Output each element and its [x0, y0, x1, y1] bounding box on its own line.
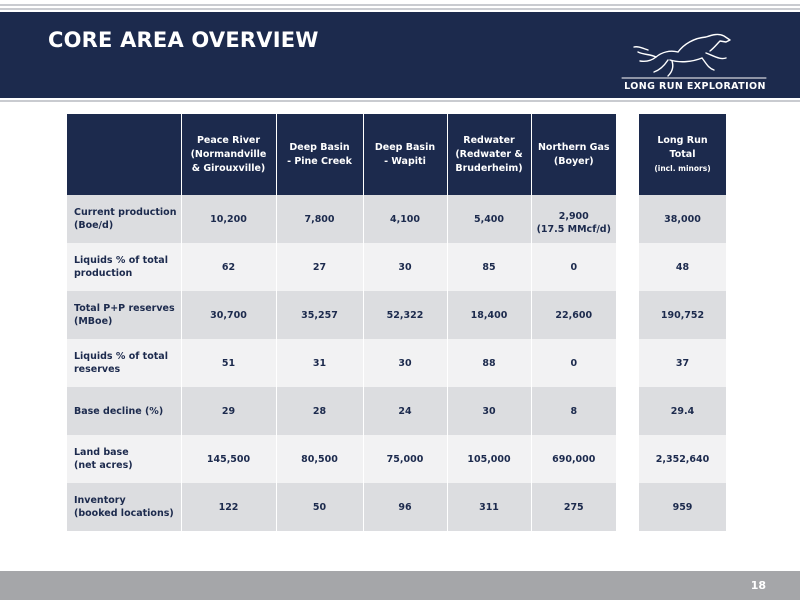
- table-cell: 75,000: [363, 435, 447, 483]
- company-logo: [620, 30, 770, 98]
- table-cell: 24: [363, 387, 447, 435]
- table-cell: 10,200: [181, 195, 276, 243]
- table-cell: 51: [181, 339, 276, 387]
- footer-band: [0, 571, 800, 600]
- header-deep-basin-pine-creek: [276, 114, 363, 195]
- header-line: Total: [669, 148, 696, 160]
- table-row-liquids-reserves: [67, 339, 616, 387]
- header-line: Deep Basin: [374, 141, 436, 153]
- top-rule-1: [0, 4, 800, 6]
- header-line: Deep Basin: [289, 141, 350, 153]
- table-row: [639, 243, 726, 291]
- table-cell: 85: [447, 243, 531, 291]
- table-row-land-base: [67, 435, 616, 483]
- header-line: Peace River: [196, 134, 261, 146]
- row-label: [67, 339, 181, 387]
- header-line: (Normandville: [190, 148, 267, 160]
- table-cell: 18,400: [447, 291, 531, 339]
- row-label: [67, 435, 181, 483]
- core-area-table: [67, 114, 616, 531]
- row-label-line: production: [74, 268, 133, 279]
- table-row: [639, 339, 726, 387]
- table-cell: 30: [363, 243, 447, 291]
- header-line: - Pine Creek: [287, 155, 352, 167]
- table-cell: 80,500: [276, 435, 363, 483]
- total-cell: 29.4: [639, 387, 726, 435]
- table-cell: 88: [447, 339, 531, 387]
- row-label: [67, 243, 181, 291]
- table-row-inventory: [67, 483, 616, 531]
- header-northern-gas: [531, 114, 616, 195]
- table-row-liquids-production: [67, 243, 616, 291]
- table-row-base-decline: [67, 387, 616, 435]
- table-header-row: [67, 114, 616, 195]
- header-peace-river: [181, 114, 276, 195]
- row-label-line: (net acres): [74, 460, 133, 471]
- table-cell: 0: [531, 243, 616, 291]
- table-cell: 311: [447, 483, 531, 531]
- table-cell: 35,257: [276, 291, 363, 339]
- row-label: [67, 387, 181, 435]
- header-line: (incl. minors): [654, 163, 711, 173]
- table-cell: 30: [363, 339, 447, 387]
- header-line: Bruderheim): [455, 162, 523, 174]
- table-cell: 0: [531, 339, 616, 387]
- table-cell: 29: [181, 387, 276, 435]
- header-cell-blank: [67, 114, 181, 195]
- row-label-line: reserves: [74, 364, 121, 375]
- header-line: - Wapiti: [384, 155, 426, 167]
- row-label-line: Land base: [74, 447, 129, 458]
- header-line: (Boyer): [553, 155, 594, 167]
- table-cell: 62: [181, 243, 276, 291]
- logo-text: LONG RUN EXPLORATION: [624, 81, 766, 92]
- table-cell: 28: [276, 387, 363, 435]
- total-cell: 190,752: [639, 291, 726, 339]
- page-title: CORE AREA OVERVIEW: [48, 28, 319, 52]
- top-rule-2: [0, 8, 800, 10]
- table-cell: 30: [447, 387, 531, 435]
- table-row: [639, 483, 726, 531]
- row-label-line: Total P+P reserves: [74, 303, 175, 314]
- row-label-line: Base decline (%): [74, 405, 164, 417]
- row-label-line: (Boe/d): [74, 220, 114, 231]
- long-run-total-table: [639, 114, 726, 531]
- table-cell: 7,800: [276, 195, 363, 243]
- table-cell: 30,700: [181, 291, 276, 339]
- row-label-line: (MBoe): [74, 316, 113, 327]
- row-label: [67, 291, 181, 339]
- total-cell: 959: [639, 483, 726, 531]
- row-label: [67, 483, 181, 531]
- table-row: [639, 195, 726, 243]
- header-line: Redwater: [463, 134, 515, 146]
- table-cell: 275: [531, 483, 616, 531]
- table-row-total-reserves: [67, 291, 616, 339]
- row-label-line: Liquids % of total: [74, 255, 168, 266]
- total-cell: 37: [639, 339, 726, 387]
- total-cell: 48: [639, 243, 726, 291]
- header-line: & Girouxville): [191, 162, 266, 174]
- table-cell: 31: [276, 339, 363, 387]
- running-horse-icon: [620, 30, 770, 82]
- table-cell: 8: [531, 387, 616, 435]
- page-number: 18: [750, 579, 766, 592]
- table-row: [639, 291, 726, 339]
- table-cell: 4,100: [363, 195, 447, 243]
- header-line: (Redwater &: [455, 148, 523, 160]
- table-cell: 5,400: [447, 195, 531, 243]
- header-line: Long Run: [657, 134, 708, 146]
- header-long-run-total: [639, 114, 726, 195]
- table-header-row: [639, 114, 726, 195]
- table-cell: 105,000: [447, 435, 531, 483]
- header-band: [0, 12, 800, 98]
- row-label-line: (booked locations): [74, 508, 174, 519]
- header-redwater: [447, 114, 531, 195]
- table-row: [639, 387, 726, 435]
- table-cell: 27: [276, 243, 363, 291]
- row-label-line: Current production: [74, 207, 177, 218]
- row-label-line: Liquids % of total: [74, 351, 168, 362]
- table-cell: 122: [181, 483, 276, 531]
- table-cell: 690,000: [531, 435, 616, 483]
- table-cell: [531, 195, 616, 243]
- table-row: [639, 435, 726, 483]
- table-cell: 50: [276, 483, 363, 531]
- row-label-line: Inventory: [74, 495, 126, 506]
- total-cell: 2,352,640: [639, 435, 726, 483]
- header-deep-basin-wapiti: [363, 114, 447, 195]
- table-row-current-production: [67, 195, 616, 243]
- table-cell: 96: [363, 483, 447, 531]
- table-cell: 22,600: [531, 291, 616, 339]
- table-cell: 145,500: [181, 435, 276, 483]
- cell-note: (17.5 MMcf/d): [536, 224, 611, 235]
- table-cell: 52,322: [363, 291, 447, 339]
- row-label: [67, 195, 181, 243]
- total-cell: 38,000: [639, 195, 726, 243]
- cell-value: 2,900: [558, 211, 589, 222]
- header-line: Northern Gas: [537, 141, 610, 153]
- header-rule: [0, 100, 800, 102]
